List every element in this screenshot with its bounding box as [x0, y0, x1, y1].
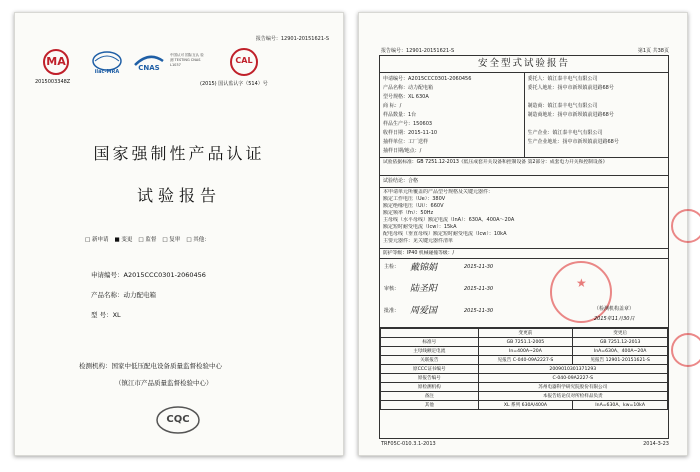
cnas-logo: CNAS [131, 51, 167, 75]
testing-institution: 检测机构：国家中低压配电设备质量监督检验中心 [79, 362, 222, 370]
table-cell: 主母线额定电流 [381, 347, 479, 356]
ilac-mra-logo: ilac-MRA [87, 49, 127, 77]
cqc-logo: CQC [155, 405, 201, 435]
table-cell: 备注 [381, 392, 479, 401]
param-line: 额定频率（fn）：50Hz [383, 210, 434, 216]
cover-title: 国家强制性产品认证 [93, 144, 265, 163]
stamp-caption: （检测机构盖章） [594, 306, 635, 312]
table-row [381, 392, 668, 401]
signature-block [380, 259, 668, 328]
table-cell: C-040-09A2227-S [478, 374, 667, 383]
table-header-cell [381, 329, 479, 338]
report-type-options [85, 235, 210, 243]
protection-row: 防护等级：IP40 机械碰撞等级：/ [380, 249, 668, 259]
table-row [381, 374, 668, 383]
option-other: □ 其他： [186, 237, 210, 243]
info-line: 制造商地址：扬中市新坝镇前进路68号 [527, 112, 614, 118]
table-cell: 原报告编号 [381, 374, 479, 383]
table-cell: InA=630A、kw=10kA [573, 401, 668, 410]
info-line: 产品名称：动力配电箱 [383, 85, 434, 91]
table-cell: 标准号 [381, 338, 479, 347]
edge-seal-icon [671, 209, 700, 243]
table-row [381, 365, 668, 374]
cma-cert-number: 2015003348Z [35, 79, 71, 85]
form-footer-code: TRF05C-010.3.1-2013 [381, 441, 436, 447]
form-report-number: 报告编号：12901-20151621-S [381, 48, 455, 54]
table-cell: 见报告 C-040-09A2227-S [478, 356, 573, 365]
edge-seal-icon [671, 333, 700, 367]
table-row [381, 383, 668, 392]
testing-institution-sub: （镇江市产品质量监督检验中心） [115, 379, 213, 387]
info-line: 生产企业地址：扬中市新坝镇前进路68号 [527, 139, 619, 145]
cma-logo: MA [41, 49, 71, 75]
info-line [528, 93, 666, 102]
table-header-cell: 变更后 [573, 329, 668, 338]
cal-logo: CAL [229, 47, 259, 77]
form-footer-date: 2014-3-23 [643, 441, 669, 447]
field-application-no: 申请编号：A2015CCC0301-2060456 [91, 271, 206, 279]
table-cell: 见报告 12901-20151621-S [573, 356, 668, 365]
param-line: 主母线（水平母线）额定电流（InA）：630A、400A～20A [383, 217, 515, 223]
seal-star-icon: ★ [576, 276, 587, 290]
table-cell: In=400A~20A [478, 347, 573, 356]
sign-role-reviewer: 审核： [384, 286, 400, 292]
test-conclusion: 试验结论：合格 [380, 176, 668, 188]
table-row [381, 347, 668, 356]
form-title: 安全型式试验报告 [380, 56, 668, 73]
table-cell: 关联报告 [381, 356, 479, 365]
sign-role-inspector: 主检： [384, 264, 400, 270]
table-cell: InA=630A、400A~20A [573, 347, 668, 356]
sign-date-approver: 2015-11-30 [464, 308, 494, 314]
option-supervision: □ 监督 [138, 237, 157, 243]
table-cell: 本报告结论仅对所检样品负责 [478, 392, 667, 401]
info-line: 样品生产号：150603 [383, 121, 433, 127]
page-info: 第1页 共38页 [637, 48, 669, 54]
form-frame [379, 55, 669, 439]
cover-fields [91, 265, 206, 325]
option-review: □ 复审 [162, 237, 181, 243]
param-line: 额定工作电压（Ue）：380V [383, 196, 446, 202]
cnas-caption: 中国认可 国际互认 检测 TESTING CNAS L1037 [170, 53, 204, 67]
field-model: 型 号：XL [91, 311, 121, 319]
change-table [380, 328, 668, 410]
sign-role-approver: 批准： [384, 308, 400, 314]
cover-page [14, 12, 344, 456]
table-cell: 苏州电器科学研究院股份有限公司 [478, 383, 667, 392]
info-left [380, 73, 525, 157]
param-line: 主要元器件：见关键元器件清单 [383, 238, 454, 244]
table-cell: 原检测机构 [381, 383, 479, 392]
table-cell: 其他 [381, 401, 479, 410]
sign-date-reviewer: 2015-11-30 [464, 286, 494, 292]
param-line: 额定绝缘电压（Ui）：660V [383, 203, 444, 209]
option-change: ■ 变更 [114, 237, 133, 243]
info-line: 申请编号：A2015CCC0301-2060456 [383, 76, 472, 82]
param-line: 额定短时耐受电流（Icw）：15kA [383, 224, 457, 230]
product-params [380, 188, 668, 249]
cover-subtitle: 试验报告 [136, 186, 221, 205]
table-header-row [381, 329, 668, 338]
info-line: 委托人地址：扬中市新坝镇前进路68号 [527, 85, 614, 91]
info-line: 抽样单位：工厂送样 [383, 139, 429, 145]
info-line: 型号规格：XL 630A [383, 94, 429, 100]
sign-approver: 周爱国 [410, 306, 438, 316]
table-cell: 2009010301371293 [478, 365, 667, 374]
report-number: 报告编号：12901-20151621-S [255, 36, 329, 42]
sign-inspector: 戴锦娟 [410, 263, 438, 273]
param-line: 本申请单元所覆盖的产品型号规格及关键元器件： [383, 189, 494, 195]
table-cell: GB 7251.12-2013 [573, 338, 668, 347]
info-line [528, 120, 666, 129]
report-form-page [358, 12, 688, 456]
info-right [525, 73, 669, 157]
info-line: 委托人：镇江泰丰电气有限公司 [527, 76, 598, 82]
table-header-cell: 变更前 [478, 329, 573, 338]
field-product-name: 产品名称：动力配电箱 [91, 291, 156, 299]
table-cell: XL 系列 630A/400A [478, 401, 573, 410]
option-new: □ 新申请 [85, 237, 109, 243]
info-section [380, 73, 668, 158]
table-cell: 原CCC证书编号 [381, 365, 479, 374]
info-line: 抽样日期/地点：/ [383, 148, 422, 154]
stamp-date: 2015年11月30日 [594, 316, 635, 322]
table-cell: GB 7251.1-2005 [478, 338, 573, 347]
sign-reviewer: 陆圣阳 [410, 284, 438, 294]
sign-date-inspector: 2015-11-30 [464, 264, 494, 270]
table-row [381, 338, 668, 347]
cal-cert-number: (2015) 国认监认字（514）号 [200, 81, 268, 87]
info-line: 商 标：/ [383, 103, 402, 109]
standard-basis: 试验依据标准：GB 7251.12-2013《低压成套开关设备和控制设备 第2部分：成套电力开关和控制设备》 [380, 158, 668, 176]
info-line: 制造商：镇江泰丰电气有限公司 [527, 103, 598, 109]
table-row [381, 401, 668, 410]
info-line: 样品数量：1台 [383, 112, 417, 118]
info-line: 收样日期：2015-11-10 [383, 130, 438, 136]
info-line: 生产企业：镇江泰丰电气有限公司 [527, 130, 603, 136]
institution-seal-icon [550, 261, 612, 323]
table-row [381, 356, 668, 365]
param-line: 配电母线（垂直母线）额定短时耐受电流（Icw）：10kA [383, 231, 507, 237]
